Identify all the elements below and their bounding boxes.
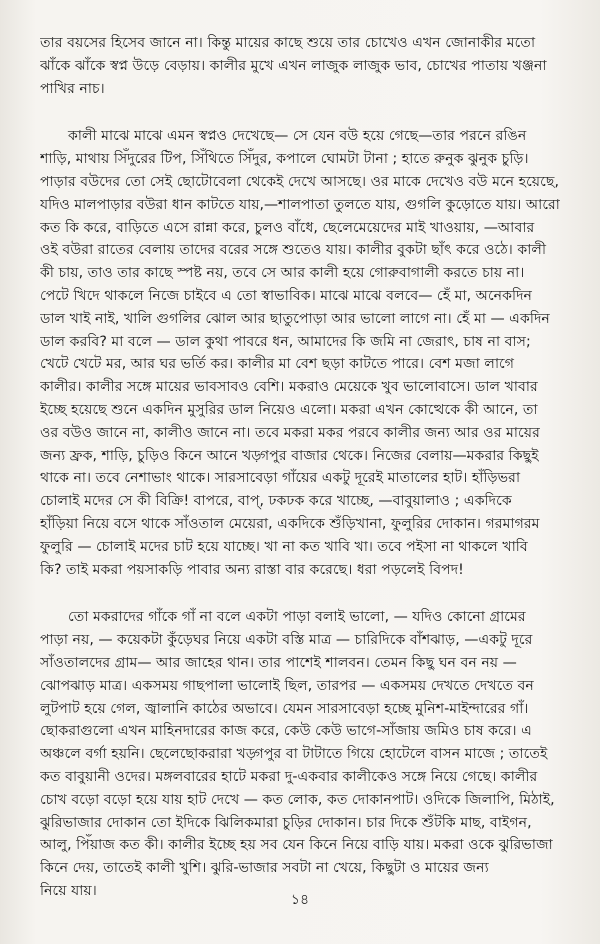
text-line: অঞ্চলে বর্গা হয়নি। ছেলেছোকরারা খড়্গপুর বা টাটাতে গিয়ে হোটেলে বাসন মাজে ; তাতেই <box>40 746 548 763</box>
text-line: কি? তাই মকরা পয়সাকড়ি পাবার অন্য রাস্তা বার করেছে। ধরা পড়লেই বিপদ! <box>40 561 464 578</box>
text-line: ঝুরিভাজার দোকান তো ইদিকে ঝিলিকমারা চুড়ির দোকান। চার দিকে শুঁটকি মাছ, বাইগন, <box>40 814 532 831</box>
text-line: কালীর। কালীর সঙ্গে মায়ের ভাবসাবও বেশি। মকরাও মেয়েকে খুব ভালোবাসে। ডাল খাবার <box>40 379 538 396</box>
text-line: কালী মাঝে মাঝে এমন স্বপ্নও দেখেছে— সে যেন বউ হয়ে গেছে—তার পরনে রঙিন <box>68 128 527 145</box>
text-line: কত বাবুয়ানী ওদের। মঙ্গলবারের হাটে মকরা দু-একবার কালীকেও সঙ্গে নিয়ে গেছে। কালীর <box>40 768 538 785</box>
text-line: ওর বউও জানে না, কালীও জানে না। তবে মকরা মকর পরবে কালীর জন্য আর ওর মায়ের <box>40 424 540 441</box>
text-line: খেটে খেটে মর, আর ঘর ভর্তি কর। কালীর মা বেশ ছড়া কাটতে পারে। বেশ মজা লাগে <box>40 356 515 373</box>
text-line: ঝাঁকে ঝাঁকে স্বপ্ন উড়ে বেড়ায়। কালীর মুখে এখন লাজুক লাজুক ভাব, চোখের পাতায় খঞ্জনা <box>40 57 547 74</box>
text-line: ডাল খাই নাই, খালি গুগলির ঝোল আর ছাতুপোড়া আর ভালো লাগে না। হেঁ মা — একদিন <box>40 310 550 327</box>
text-line: তো মকরাদের গাঁকে গাঁ না বলে একটা পাড়া বলাই ভালো, — যদিও কোনো গ্রামের <box>68 609 526 626</box>
text-line: যদিও মালপাড়ার বউরা ধান কাটতে যায়,—শালপাতা তুলতে যায়, গুগলি কুড়োতে যায়। আরো <box>40 196 560 213</box>
text-line: পাড়ার বউদের তো সেই ছোটোবেলা থেকেই দেখে আসছে। ওর মাকে দেখেও বউ মনে হয়েছে, <box>40 173 559 190</box>
page-number: ১৪ <box>290 892 310 908</box>
text-line: কিনে দেয়, তাতেই কালী খুশি। ঝুরি-ভাজার সবটা না খেয়ে, কিছুটা ও মায়ের জন্য <box>40 860 489 877</box>
text-line: কত কি করে, বাড়িতে এসে রান্না করে, চুলও বাঁধে, ছেলেমেয়েদের মাই খাওয়ায়, —আবার <box>40 219 535 236</box>
text-line: পাখির নাচ। <box>40 80 105 97</box>
text-line: পেটে খিদে থাকলে নিজে চাইবে এ তো স্বাভাবিক। মাঝে মাঝে বলবে— হেঁ মা, অনেকদিন <box>40 287 533 304</box>
page-body-text <box>40 32 562 903</box>
paragraph-1 <box>40 32 562 100</box>
text-line: ঝোপঝাড় মাত্র। একসময় গাছপালা ভালোই ছিল, তারপর — একসময় দেখতে দেখতে বন <box>40 677 534 694</box>
text-line: থাকে না। তবে নেশাভাং থাকে। সারসাবেড়া গাঁয়ের একটু দূরেই মাতালের হাট। হাঁড়িভরা <box>40 470 521 487</box>
text-line: ডাল করবি? মা বলে — ডাল কুথা পাবরে ধন, আমাদের কি জমি না জেরাৎ, চাষ না বাস; <box>40 333 531 350</box>
text-line: লুটপাট হয়ে গেল, জ্বালানি কাঠের অভাবে। যেমন সারসাবেড়া হচ্ছে মুনিশ-মাইন্দারের গাঁ। <box>40 700 529 717</box>
text-line: ছোকরাগুলো এখন মাহিনদারের কাজ করে, কেউ কেউ ভাগে-সাঁজায় জমিও চাষ করে। এ <box>40 723 532 740</box>
paragraph-2 <box>40 125 562 581</box>
text-line: নিয়ে যায়। <box>40 882 97 899</box>
text-line: হাঁড়িয়া নিয়ে বসে থাকে সাঁওতাল মেয়েরা, একদিকে শুঁড়িখানা, ফুলুরির দোকান। গরমাগরম <box>40 515 540 532</box>
text-line: চোলাই মদের সে কী বিক্রি! বাপরে, বাপ্, ঢকঢক করে খাচ্ছে, —বাবুয়ালাও ; একদিকে <box>40 493 512 510</box>
text-line: ইচ্ছে হয়েছে শুনে একদিন মুসুরির ডাল নিয়েও এলো। মকরা এখন কোত্থেকে কী আনে, তা <box>40 401 538 418</box>
text-line: জন্য ফ্রক, শাড়ি, চুড়িও কিনে আনে খড়্গপুর বাজার থেকে। নিজের বেলায়—মকরার কিছুই <box>40 447 539 464</box>
text-line: ওই বউরা রাতের বেলায় তাদের বরের সঙ্গে শুতেও যায়। কালীর বুকটা ছাঁৎ করে ওঠে। কালী <box>40 242 547 259</box>
text-line: পাড়া নয়, — কয়েকটা কুঁড়েঘর নিয়ে একটা বস্তি মাত্র — চারিদিকে বাঁশঝাড়, —একটু দূরে <box>40 632 533 649</box>
paragraph-3 <box>40 606 562 902</box>
text-line: আলু, পিঁয়াজ কত কী। কালীর ইচ্ছে হয় সব যেন কিনে নিয়ে বাড়ি যায়। মকরা ওকে ঝুরিভাজা <box>40 837 553 854</box>
text-line: তার বয়সের হিসেব জানে না। কিন্তু মায়ের কাছে শুয়ে তার চোখেও এখন জোনাকীর মতো <box>40 35 536 51</box>
text-line: সাঁওতালদের গ্রাম— আর জাহের থান। তার পাশেই শালবন। তেমন কিছু ঘন বন নয় — <box>40 654 517 671</box>
text-line: ফুলুরি — চোলাই মদের চাট হয়ে যাচ্ছে। খা না কত খাবি খা। তবে পইসা না থাকলে খাবি <box>40 538 528 555</box>
text-line: শাড়ি, মাথায় সিঁদুরের টিপ, সিঁথিতে সিঁদুর, কপালে ঘোমটা টানা ; হাতে রুনুক ঝুনুক চুড়ি। <box>40 151 529 168</box>
text-line: চোখ বড়ো বড়ো হয়ে যায় হাট দেখে — কত লোক, কত দোকানপাট। ওদিকে জিলাপি, মিঠাই, <box>40 791 555 808</box>
text-line: কী চায়, তাও তার কাছে স্পষ্ট নয়, তবে সে আর কালী হয়ে গোরুবাগালী করতে চায় না। <box>40 265 525 282</box>
